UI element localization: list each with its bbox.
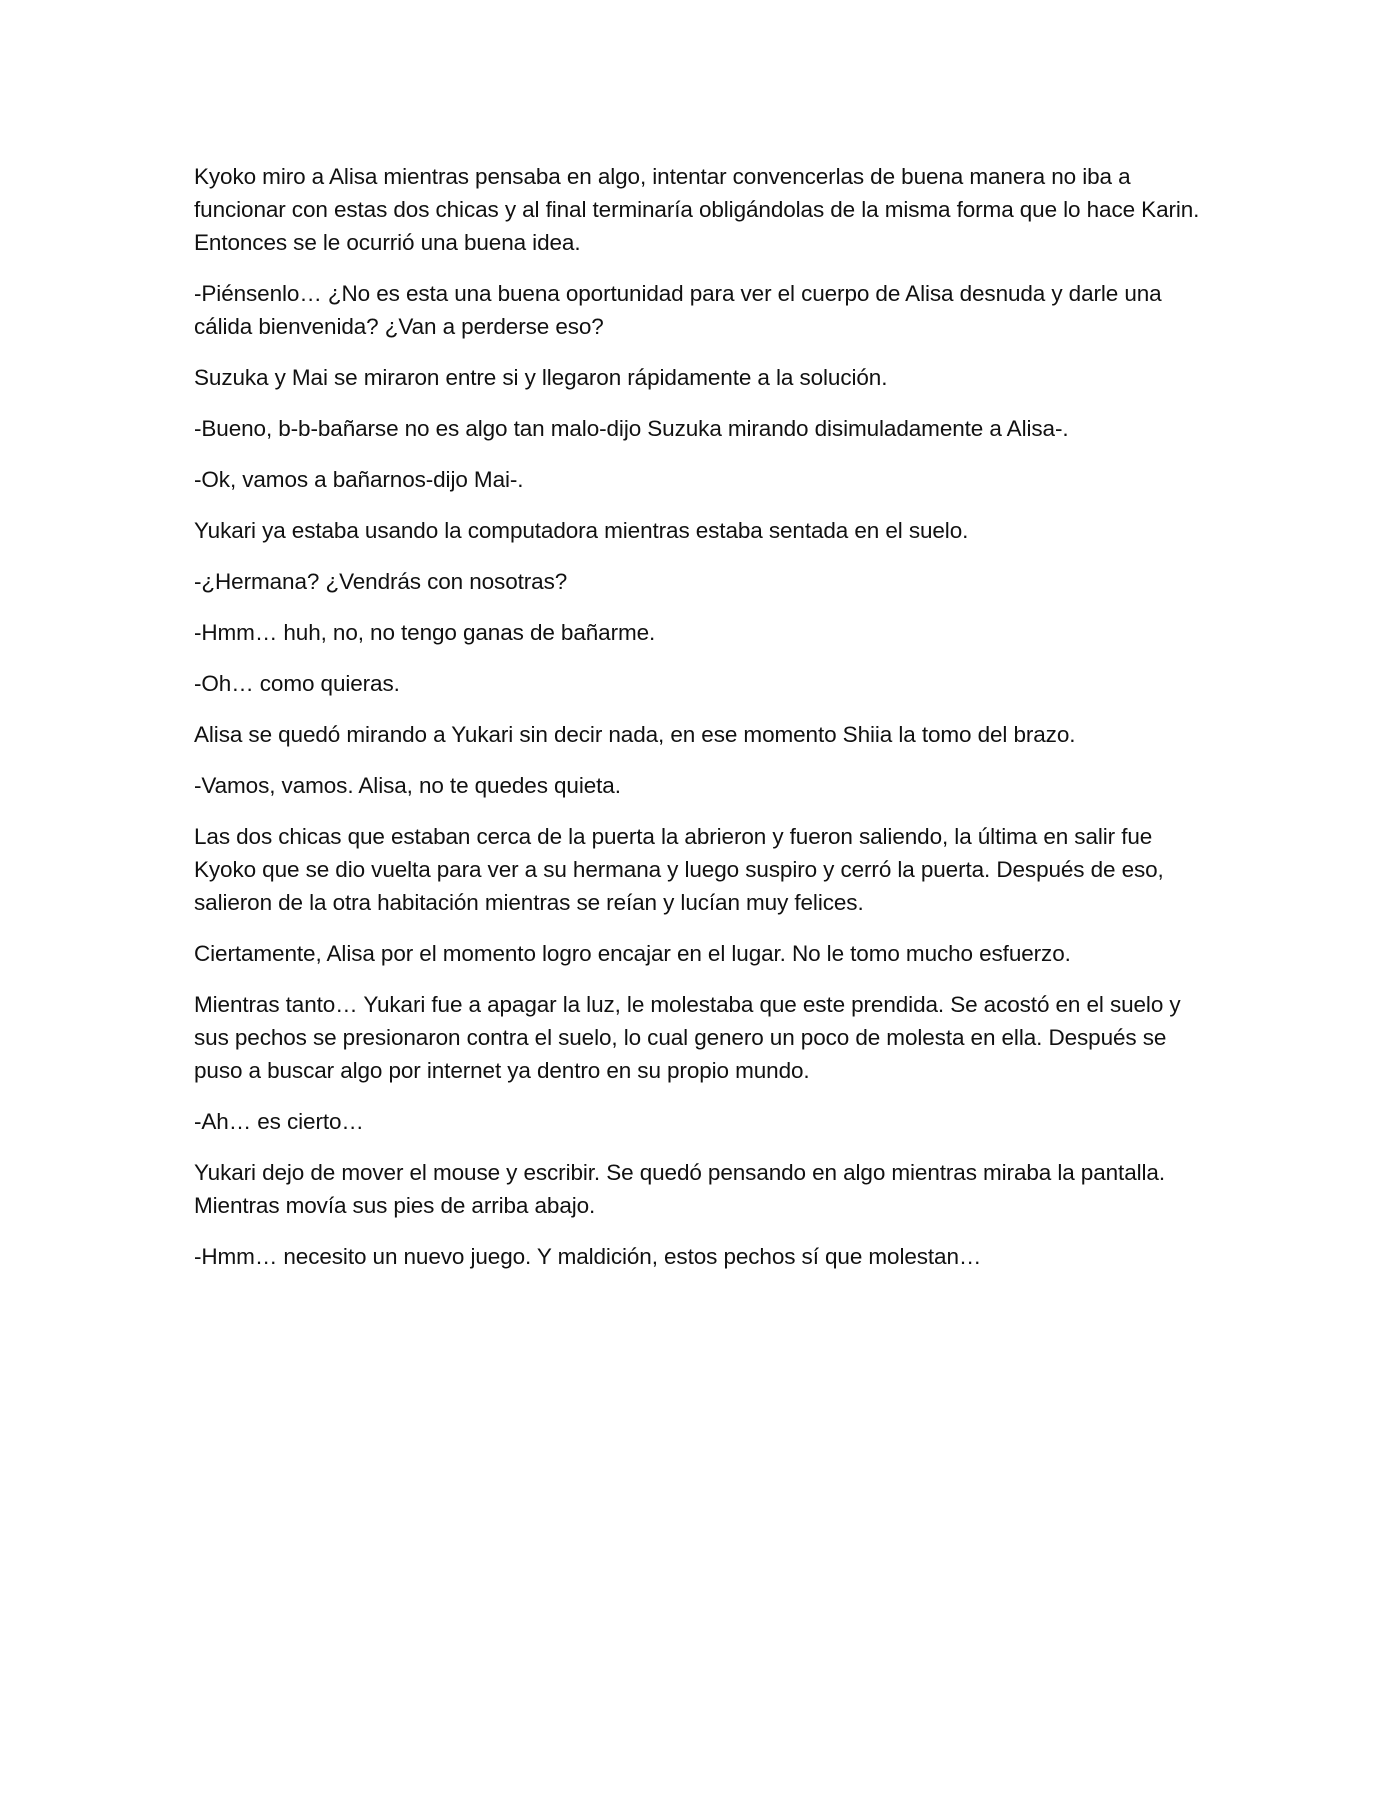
paragraph: Yukari dejo de mover el mouse y escribir. Se quedó pensando en algo mientras miraba la pantalla. Mientras movía sus pies de arriba abajo. — [194, 1160, 1165, 1218]
paragraph: -Piénsenlo… ¿No es esta una buena oportunidad para ver el cuerpo de Alisa desnuda y darle una cálida bienvenida? ¿Van a perderse eso? — [194, 281, 1162, 339]
paragraph: Suzuka y Mai se miraron entre si y llegaron rápidamente a la solución. — [194, 365, 888, 390]
paragraph: Las dos chicas que estaban cerca de la puerta la abrieron y fueron saliendo, la última en salir fue Kyoko que se dio vuelta para ver a su hermana y luego suspiro y cerró la puerta. Después de eso, salieron de la otra habitación mientras se reían y lucían muy felices. — [194, 824, 1164, 915]
paragraph: Kyoko miro a Alisa mientras pensaba en algo, intentar convencerlas de buena manera no iba a funcionar con estas dos chicas y al final terminaría obligándolas de la misma forma que lo hace Karin. Entonces se le ocurrió una buena idea. — [194, 164, 1200, 255]
paragraph: Alisa se quedó mirando a Yukari sin decir nada, en ese momento Shiia la tomo del brazo. — [194, 722, 1076, 747]
paragraph: -¿Hermana? ¿Vendrás con nosotras? — [194, 569, 568, 594]
paragraph: Ciertamente, Alisa por el momento logro encajar en el lugar. No le tomo mucho esfuerzo. — [194, 941, 1071, 966]
paragraph: -Vamos, vamos. Alisa, no te quedes quieta. — [194, 773, 621, 798]
paragraph: Yukari ya estaba usando la computadora mientras estaba sentada en el suelo. — [194, 518, 969, 543]
paragraph: -Bueno, b-b-bañarse no es algo tan malo-dijo Suzuka mirando disimuladamente a Alisa-. — [194, 416, 1069, 441]
paragraph: Mientras tanto… Yukari fue a apagar la luz, le molestaba que este prendida. Se acostó en el suelo y sus pechos se presionaron contra el suelo, lo cual genero un poco de molesta en ella. Después se puso a buscar algo por internet ya dentro en su propio mundo. — [194, 992, 1181, 1083]
paragraph: -Ah… es cierto… — [194, 1109, 364, 1134]
paragraph: -Oh… como quieras. — [194, 671, 400, 696]
paragraph: -Hmm… necesito un nuevo juego. Y maldición, estos pechos sí que molestan… — [194, 1244, 982, 1269]
paragraph: -Ok, vamos a bañarnos-dijo Mai-. — [194, 467, 524, 492]
body-text — [194, 160, 1204, 1291]
paragraph: -Hmm… huh, no, no tengo ganas de bañarme. — [194, 620, 656, 645]
